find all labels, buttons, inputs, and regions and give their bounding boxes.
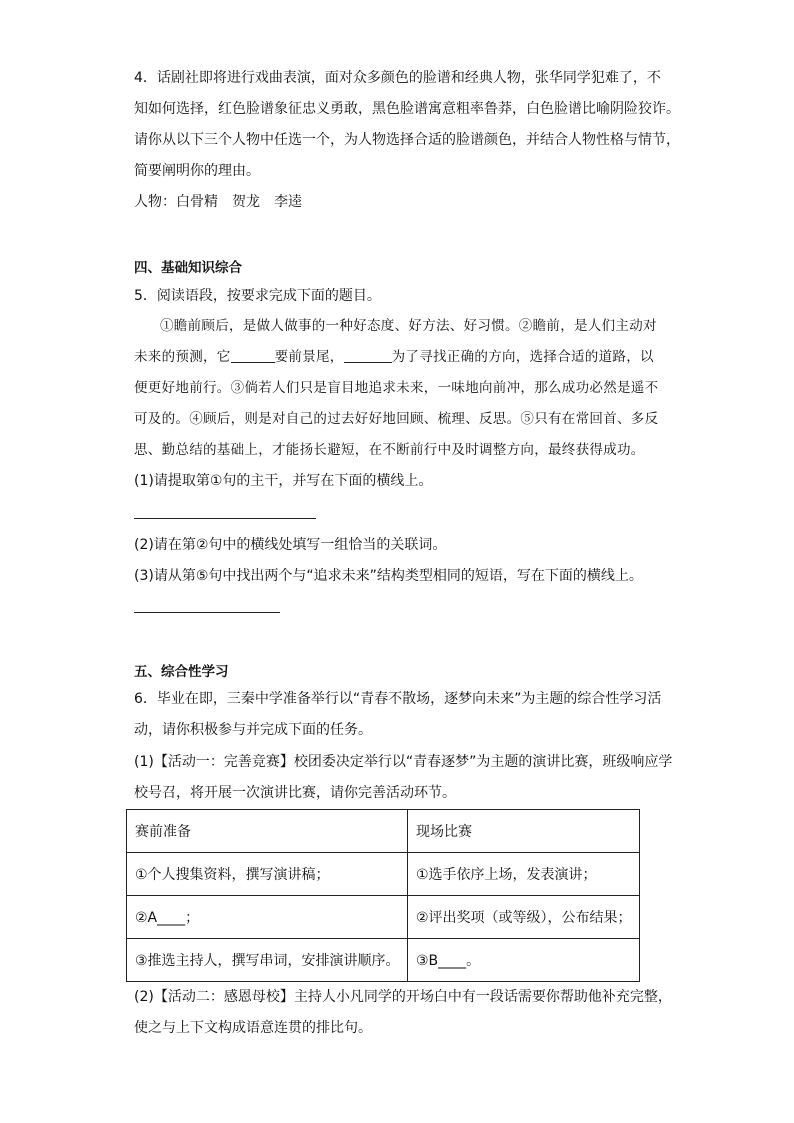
q5-paragraph-line-3: 便更好地前行。③倘若人们只是盲目地追求未来，一味地向前冲，那么成功必然是遥不 bbox=[134, 380, 659, 396]
q5-para-line-2-part-a: 未来的预测，它 bbox=[134, 349, 231, 365]
q5-paragraph-line-4: 可及的。④顾后，则是对自己的过去好好地回顾、梳理、反思。⑤只有在常回首、多反 bbox=[134, 411, 659, 427]
table-cell-blank-b[interactable]: ③B____。 bbox=[408, 939, 640, 982]
table-cell: ③推选主持人，撰写串词，安排演讲顺序。 bbox=[127, 939, 408, 982]
q5-paragraph-line-2 bbox=[134, 347, 654, 367]
q5-sub-1: (1)请提取第①句的主干，并写在下面的横线上。 bbox=[134, 473, 433, 489]
q4-characters: 人物：白骨精 贺龙 李逵 bbox=[134, 194, 302, 210]
q5-sub-3: (3)请从第⑤句中找出两个与“追求未来”结构类型相同的短语，写在下面的横线上。 bbox=[134, 568, 643, 584]
q5-blank-1[interactable] bbox=[231, 348, 275, 363]
q5-para-line-2-part-c: 为了寻找正确的方向，选择合适的道路，以 bbox=[391, 349, 654, 365]
q5-paragraph-line-1: ①瞻前顾后，是做人做事的一种好态度、好方法、好习惯。②瞻前，是人们主动对 bbox=[160, 318, 657, 334]
activity-table bbox=[126, 809, 640, 982]
q5-para-line-2-part-b: 要前景尾， bbox=[274, 349, 344, 365]
table-row bbox=[127, 896, 640, 939]
table-cell: ②评出奖项（或等级），公布结果； bbox=[408, 896, 640, 939]
table-header-cell: 赛前准备 bbox=[127, 810, 408, 853]
table-row bbox=[127, 853, 640, 896]
table-header-row bbox=[127, 810, 640, 853]
q5-blank-2[interactable] bbox=[344, 348, 392, 363]
q5-answer-line-3[interactable] bbox=[134, 612, 280, 613]
table-cell-blank-a[interactable]: ②A____； bbox=[127, 896, 408, 939]
q6-line-2: 动，请你积极参与并完成下面的任务。 bbox=[134, 722, 372, 738]
q6-activity-2-line-2: 使之与上下文构成语意连贯的排比句。 bbox=[134, 1020, 372, 1036]
section-4-heading: 四、基础知识综合 bbox=[134, 260, 242, 276]
q6-activity-1-line-1: (1)【活动一：完善竞赛】校团委决定举行以“青春逐梦”为主题的演讲比赛，班级响应学 bbox=[134, 754, 673, 770]
q4-line-3: 请你从以下三个人物中任选一个，为人物选择合适的脸谱颜色，并结合人物性格与情节， bbox=[134, 132, 680, 148]
q5-sub-2: (2)请在第②句中的横线处填写一组恰当的关联词。 bbox=[134, 537, 447, 553]
q6-activity-2-line-1: (2)【活动二：感恩母校】主持人小凡同学的开场白中有一段话需要你帮助他补充完整， bbox=[134, 989, 672, 1005]
q6-line-1: 6．毕业在即，三秦中学准备举行以“青春不散场，逐梦向未来”为主题的综合性学习活 bbox=[134, 691, 662, 707]
q4-line-2: 知如何选择，红色脸谱象征忠义勇敢，黑色脸谱寓意粗率鲁莽，白色脸谱比喻阴险狡诈。 bbox=[134, 101, 680, 117]
q5-answer-line-1[interactable] bbox=[134, 518, 316, 519]
q4-line-4: 简要阐明你的理由。 bbox=[134, 163, 260, 179]
table-header-cell: 现场比赛 bbox=[408, 810, 640, 853]
table-row bbox=[127, 939, 640, 982]
table-cell: ①选手依序上场，发表演讲； bbox=[408, 853, 640, 896]
table-cell: ①个人搜集资料，撰写演讲稿； bbox=[127, 853, 408, 896]
q4-line-1: 4．话剧社即将进行戏曲表演，面对众多颜色的脸谱和经典人物，张华同学犯难了，不 bbox=[134, 70, 661, 86]
q5-intro: 5．阅读语段，按要求完成下面的题目。 bbox=[134, 288, 381, 304]
q6-activity-1-line-2: 校号召，将开展一次演讲比赛，请你完善活动环节。 bbox=[134, 785, 456, 801]
section-5-heading: 五、综合性学习 bbox=[134, 664, 229, 680]
q5-paragraph-line-5: 思、勤总结的基础上，才能扬长避短，在不断前行中及时调整方向，最终获得成功。 bbox=[134, 442, 645, 458]
